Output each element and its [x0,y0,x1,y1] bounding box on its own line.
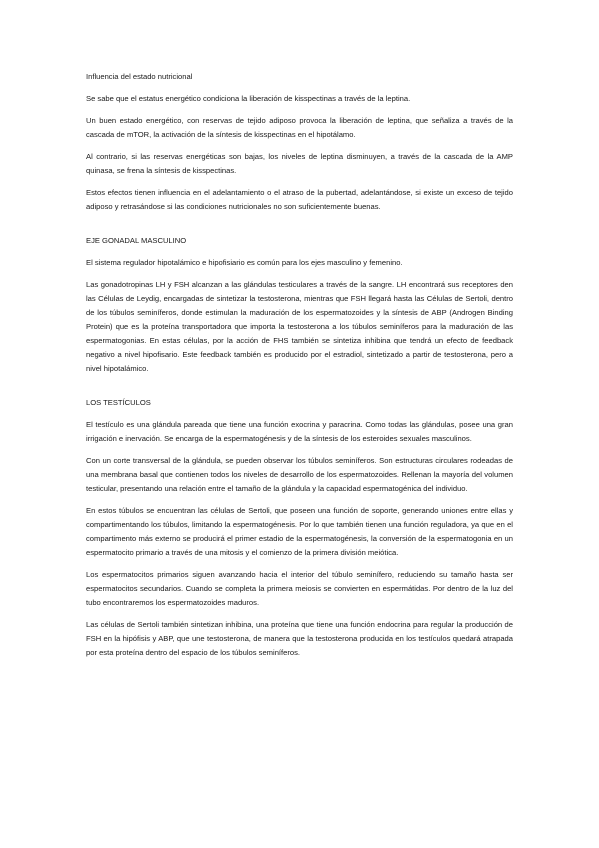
paragraph: Estos efectos tienen influencia en el adelantamiento o el atraso de la pubertad, adelantándose, si existe un exceso de tejido adiposo y retrasándose si las condiciones nutricionales no son suficientemente buenas. [86,188,513,211]
paragraph: El sistema regulador hipotalámico e hipofisiario es común para los ejes masculino y femenino. [86,258,403,267]
paragraph: Las gonadotropinas LH y FSH alcanzan a las glándulas testiculares a través de la sangre. LH encontrará sus receptores den las Células de Leydig, encargadas de sintetizar la testosterona, mientras que FSH llegará hasta las Células de Sertoli, dentro de los túbulos seminíferos, donde estimulan la maduración de los espermatozoides y la síntesis de ABP (Androgen Binding Protein) que es la proteína transportadora que importa la testosterona a los túbulos seminíferos para la maduración de las espermatogonias. En estas células, por la acción de FHS también se sintetiza inhibina que tendrá un efecto de feedback negativo a nivel hipofisario. Este feedback también es producido por el estradiol, sintetizado a partir de testosterona, pero a nivel hipotalámico. [86,280,513,373]
section-title-testicles: LOS TESTÍCULOS [86,398,151,407]
paragraph: Se sabe que el estatus energético condiciona la liberación de kisspectinas a través de la leptina. [86,94,411,103]
paragraph: El testículo es una glándula pareada que tiene una función exocrina y paracrina. Como todas las glándulas, posee una gran irrigación e inervación. Se encarga de la espermatogénesis y de la síntesis de los esteroides sexuales masculinos. [86,420,513,443]
paragraph: Al contrario, si las reservas energéticas son bajas, los niveles de leptina disminuyen, a través de la cascada de la AMP quinasa, se frena la síntesis de kisspectinas. [86,152,513,175]
paragraph: Los espermatocitos primarios siguen avanzando hacia el interior del túbulo seminífero, reduciendo su tamaño hasta ser espermatocitos secundarios. Cuando se completa la primera meiosis se convierten en espermátidas. Por dentro de la luz del tubo encontraremos los espermatozoides maduros. [86,570,513,607]
section-title-nutrition: Influencia del estado nutricional [86,72,193,81]
paragraph: Con un corte transversal de la glándula, se pueden observar los túbulos seminíferos. Son estructuras circulares rodeadas de una membrana basal que contienen todos los niveles de desarrollo de los espermatozoides. Rellenan la mayoría del volumen testicular, presentando una relación entre el tamaño de la glándula y la capacidad espermatogénica del individuo. [86,456,513,493]
section-gap [86,384,513,398]
paragraph: Las células de Sertoli también sintetizan inhibina, una proteína que tiene una función endocrina para regular la producción de FSH en la hipófisis y ABP, que une testosterona, de manera que la testosterona producida en los testículos quedará atrapada por esta proteína dentro del espacio de los túbulos seminíferos. [86,620,513,657]
section-gap [86,222,513,236]
section-title-male-axis: EJE GONADAL MASCULINO [86,236,187,245]
paragraph: En estos túbulos se encuentran las células de Sertoli, que poseen una función de soporte, generando uniones entre ellas y compartimentando los túbulos, limitando la espermatogénesis. Por lo que también tienen una función reguladora, ya que en el compartimento más externo se producirá el primer estadio de la espermatogénesis, la conversión de la espermatogonia en un espermatocito primario a través de una mitosis y el comienzo de la primera división meiótica. [86,506,513,557]
paragraph: Un buen estado energético, con reservas de tejido adiposo provoca la liberación de leptina, que señaliza a través de la cascada de mTOR, la activación de la síntesis de kisspectinas en el hipotálamo. [86,116,513,139]
